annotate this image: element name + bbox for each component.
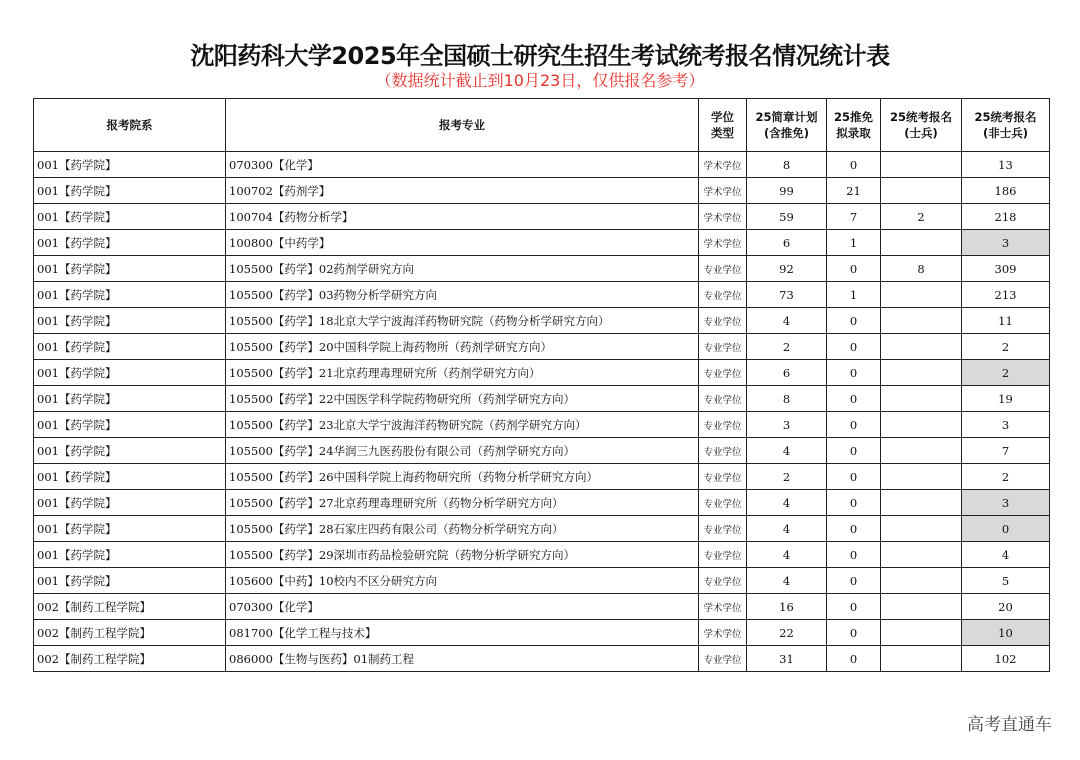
- cell-nonsoldier: 5: [962, 568, 1050, 594]
- cell-nonsoldier: 102: [962, 646, 1050, 672]
- cell-nonsoldier: 3: [962, 490, 1050, 516]
- table-row: [34, 334, 1050, 360]
- page-title: 沈阳药科大学2025年全国硕士研究生招生考试统考报名情况统计表: [190, 42, 890, 70]
- cell-tuimian: 0: [827, 386, 881, 412]
- table-row: [34, 230, 1050, 256]
- cell-dept: 001【药学院】: [34, 386, 226, 412]
- cell-plan: 4: [747, 516, 827, 542]
- cell-dept: 001【药学院】: [34, 204, 226, 230]
- table-row: [34, 490, 1050, 516]
- cell-tuimian: 0: [827, 308, 881, 334]
- header-nonsoldier: 25统考报名 (非士兵): [962, 99, 1050, 152]
- table-row: [34, 516, 1050, 542]
- cell-plan: 6: [747, 230, 827, 256]
- cell-major: 100702【药剂学】: [226, 178, 699, 204]
- cell-plan: 3: [747, 412, 827, 438]
- cell-tuimian: 0: [827, 490, 881, 516]
- page-subtitle: （数据统计截止到10月23日，仅供报名参考）: [375, 71, 705, 90]
- cell-major: 081700【化学工程与技术】: [226, 620, 699, 646]
- cell-plan: 4: [747, 308, 827, 334]
- cell-major: 086000【生物与医药】01制药工程: [226, 646, 699, 672]
- cell-type: 专业学位: [699, 386, 747, 412]
- cell-major: 105500【药学】26中国科学院上海药物研究所（药物分析学研究方向）: [226, 464, 699, 490]
- cell-plan: 31: [747, 646, 827, 672]
- table-row: [34, 360, 1050, 386]
- cell-soldier: [881, 230, 962, 256]
- cell-nonsoldier: 186: [962, 178, 1050, 204]
- cell-tuimian: 7: [827, 204, 881, 230]
- cell-dept: 002【制药工程学院】: [34, 594, 226, 620]
- cell-nonsoldier: 218: [962, 204, 1050, 230]
- cell-major: 105500【药学】23北京大学宁波海洋药物研究院（药剂学研究方向）: [226, 412, 699, 438]
- cell-major: 105500【药学】28石家庄四药有限公司（药物分析学研究方向）: [226, 516, 699, 542]
- cell-major: 105500【药学】02药剂学研究方向: [226, 256, 699, 282]
- cell-tuimian: 0: [827, 594, 881, 620]
- table-row: [34, 646, 1050, 672]
- cell-plan: 8: [747, 386, 827, 412]
- cell-dept: 001【药学院】: [34, 282, 226, 308]
- cell-type: 专业学位: [699, 334, 747, 360]
- cell-type: 专业学位: [699, 568, 747, 594]
- cell-nonsoldier: 2: [962, 464, 1050, 490]
- cell-soldier: [881, 334, 962, 360]
- cell-type: 学术学位: [699, 178, 747, 204]
- cell-soldier: [881, 464, 962, 490]
- cell-tuimian: 0: [827, 412, 881, 438]
- cell-tuimian: 0: [827, 516, 881, 542]
- cell-major: 100800【中药学】: [226, 230, 699, 256]
- header-soldier: 25统考报名 (士兵): [881, 99, 962, 152]
- cell-major: 105500【药学】21北京药理毒理研究所（药剂学研究方向）: [226, 360, 699, 386]
- table-row: [34, 412, 1050, 438]
- cell-dept: 001【药学院】: [34, 438, 226, 464]
- header-degree-type: 学位 类型: [699, 99, 747, 152]
- cell-soldier: [881, 282, 962, 308]
- cell-type: 专业学位: [699, 464, 747, 490]
- cell-soldier: [881, 178, 962, 204]
- cell-tuimian: 0: [827, 620, 881, 646]
- cell-plan: 92: [747, 256, 827, 282]
- cell-plan: 4: [747, 568, 827, 594]
- registration-table: [33, 98, 1050, 672]
- cell-dept: 001【药学院】: [34, 464, 226, 490]
- cell-nonsoldier: 213: [962, 282, 1050, 308]
- cell-nonsoldier: 3: [962, 412, 1050, 438]
- table-row: [34, 438, 1050, 464]
- cell-plan: 22: [747, 620, 827, 646]
- cell-tuimian: 1: [827, 230, 881, 256]
- cell-dept: 001【药学院】: [34, 360, 226, 386]
- table-row: [34, 386, 1050, 412]
- cell-tuimian: 0: [827, 334, 881, 360]
- cell-soldier: [881, 516, 962, 542]
- header-major: 报考专业: [226, 99, 699, 152]
- cell-major: 105500【药学】18北京大学宁波海洋药物研究院（药物分析学研究方向）: [226, 308, 699, 334]
- cell-plan: 2: [747, 334, 827, 360]
- cell-major: 070300【化学】: [226, 594, 699, 620]
- cell-dept: 002【制药工程学院】: [34, 646, 226, 672]
- cell-tuimian: 0: [827, 152, 881, 178]
- cell-major: 105500【药学】22中国医学科学院药物研究所（药剂学研究方向）: [226, 386, 699, 412]
- cell-dept: 001【药学院】: [34, 516, 226, 542]
- cell-nonsoldier: 3: [962, 230, 1050, 256]
- cell-type: 学术学位: [699, 620, 747, 646]
- cell-plan: 8: [747, 152, 827, 178]
- cell-plan: 2: [747, 464, 827, 490]
- cell-plan: 99: [747, 178, 827, 204]
- header-tuimian: 25推免 拟录取: [827, 99, 881, 152]
- cell-soldier: [881, 360, 962, 386]
- cell-nonsoldier: 309: [962, 256, 1050, 282]
- cell-type: 专业学位: [699, 646, 747, 672]
- cell-plan: 4: [747, 490, 827, 516]
- cell-soldier: [881, 542, 962, 568]
- cell-plan: 6: [747, 360, 827, 386]
- cell-plan: 16: [747, 594, 827, 620]
- cell-nonsoldier: 13: [962, 152, 1050, 178]
- cell-type: 专业学位: [699, 438, 747, 464]
- cell-soldier: [881, 152, 962, 178]
- cell-tuimian: 0: [827, 568, 881, 594]
- cell-major: 100704【药物分析学】: [226, 204, 699, 230]
- table-row: [34, 594, 1050, 620]
- header-plan: 25简章计划 (含推免): [747, 99, 827, 152]
- cell-type: 专业学位: [699, 256, 747, 282]
- table-row: [34, 620, 1050, 646]
- cell-dept: 001【药学院】: [34, 568, 226, 594]
- cell-nonsoldier: 4: [962, 542, 1050, 568]
- table-row: [34, 282, 1050, 308]
- cell-type: 专业学位: [699, 308, 747, 334]
- cell-soldier: [881, 386, 962, 412]
- cell-plan: 4: [747, 438, 827, 464]
- cell-soldier: [881, 568, 962, 594]
- cell-type: 学术学位: [699, 204, 747, 230]
- cell-plan: 59: [747, 204, 827, 230]
- cell-dept: 001【药学院】: [34, 490, 226, 516]
- cell-nonsoldier: 19: [962, 386, 1050, 412]
- table-row: [34, 308, 1050, 334]
- table-row: [34, 542, 1050, 568]
- table-row: [34, 464, 1050, 490]
- cell-nonsoldier: 2: [962, 360, 1050, 386]
- cell-dept: 001【药学院】: [34, 256, 226, 282]
- cell-dept: 001【药学院】: [34, 152, 226, 178]
- cell-dept: 001【药学院】: [34, 230, 226, 256]
- cell-soldier: [881, 620, 962, 646]
- cell-soldier: [881, 646, 962, 672]
- cell-type: 专业学位: [699, 542, 747, 568]
- cell-type: 专业学位: [699, 282, 747, 308]
- cell-major: 105500【药学】24华润三九医药股份有限公司（药剂学研究方向）: [226, 438, 699, 464]
- cell-soldier: 2: [881, 204, 962, 230]
- watermark: 高考直通车: [967, 715, 1052, 735]
- cell-dept: 002【制药工程学院】: [34, 620, 226, 646]
- table-header-row: [34, 99, 1050, 152]
- cell-major: 105500【药学】27北京药理毒理研究所（药物分析学研究方向）: [226, 490, 699, 516]
- cell-soldier: [881, 412, 962, 438]
- cell-soldier: [881, 594, 962, 620]
- cell-major: 105500【药学】20中国科学院上海药物所（药剂学研究方向）: [226, 334, 699, 360]
- cell-nonsoldier: 11: [962, 308, 1050, 334]
- cell-soldier: [881, 308, 962, 334]
- cell-dept: 001【药学院】: [34, 334, 226, 360]
- cell-dept: 001【药学院】: [34, 178, 226, 204]
- cell-dept: 001【药学院】: [34, 412, 226, 438]
- cell-soldier: [881, 490, 962, 516]
- cell-dept: 001【药学院】: [34, 542, 226, 568]
- cell-type: 学术学位: [699, 152, 747, 178]
- cell-nonsoldier: 20: [962, 594, 1050, 620]
- cell-plan: 4: [747, 542, 827, 568]
- cell-nonsoldier: 7: [962, 438, 1050, 464]
- cell-major: 105500【药学】03药物分析学研究方向: [226, 282, 699, 308]
- cell-type: 专业学位: [699, 360, 747, 386]
- cell-type: 学术学位: [699, 230, 747, 256]
- table-row: [34, 152, 1050, 178]
- table-row: [34, 178, 1050, 204]
- cell-tuimian: 1: [827, 282, 881, 308]
- cell-plan: 73: [747, 282, 827, 308]
- cell-tuimian: 0: [827, 542, 881, 568]
- table-row: [34, 204, 1050, 230]
- cell-tuimian: 0: [827, 464, 881, 490]
- cell-type: 专业学位: [699, 412, 747, 438]
- cell-soldier: [881, 438, 962, 464]
- table-row: [34, 256, 1050, 282]
- cell-tuimian: 0: [827, 360, 881, 386]
- table-row: [34, 568, 1050, 594]
- cell-major: 105500【药学】29深圳市药品检验研究院（药物分析学研究方向）: [226, 542, 699, 568]
- cell-nonsoldier: 0: [962, 516, 1050, 542]
- cell-tuimian: 0: [827, 438, 881, 464]
- cell-soldier: 8: [881, 256, 962, 282]
- cell-tuimian: 0: [827, 256, 881, 282]
- cell-dept: 001【药学院】: [34, 308, 226, 334]
- header-dept: 报考院系: [34, 99, 226, 152]
- cell-nonsoldier: 2: [962, 334, 1050, 360]
- cell-major: 105600【中药】10校内不区分研究方向: [226, 568, 699, 594]
- cell-nonsoldier: 10: [962, 620, 1050, 646]
- cell-major: 070300【化学】: [226, 152, 699, 178]
- cell-type: 学术学位: [699, 594, 747, 620]
- cell-type: 专业学位: [699, 516, 747, 542]
- cell-tuimian: 0: [827, 646, 881, 672]
- cell-tuimian: 21: [827, 178, 881, 204]
- cell-type: 专业学位: [699, 490, 747, 516]
